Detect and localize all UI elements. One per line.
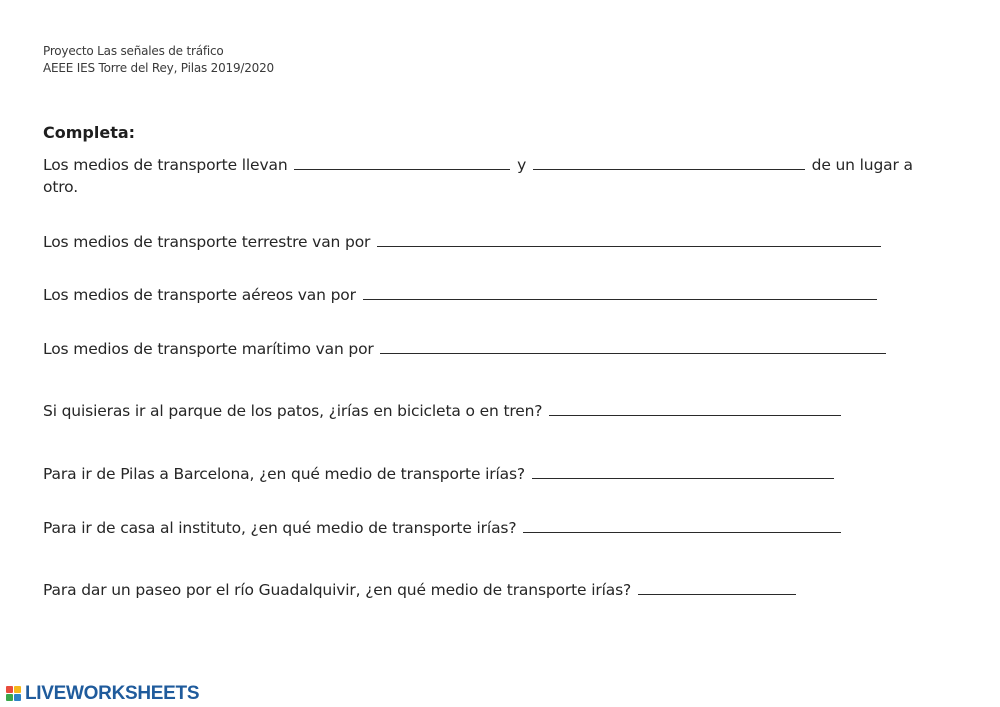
question-6-text: Para ir de Pilas a Barcelona, ¿en qué medio de transporte irías? xyxy=(43,465,525,483)
question-5 xyxy=(43,401,843,420)
question-5-text: Si quisieras ir al parque de los patos, ¿irías en bicicleta o en tren? xyxy=(43,402,543,420)
answer-blank-1a[interactable] xyxy=(294,155,510,170)
question-8 xyxy=(43,580,798,599)
answer-blank-8[interactable] xyxy=(638,580,796,595)
liveworksheets-logo[interactable] xyxy=(6,684,199,704)
liveworksheets-logo-text: LIVEWORKSHEETS xyxy=(25,683,200,704)
question-7 xyxy=(43,518,843,537)
question-3 xyxy=(43,285,879,304)
worksheet-title: Completa: xyxy=(43,123,136,142)
header-school-info: AEEE IES Torre del Rey, Pilas 2019/2020 xyxy=(43,61,274,75)
answer-blank-6[interactable] xyxy=(532,464,834,479)
question-1-text-c: de un lugar a xyxy=(811,156,913,174)
question-4-text: Los medios de transporte marítimo van por xyxy=(43,340,374,358)
question-3-text: Los medios de transporte aéreos van por xyxy=(43,286,356,304)
answer-blank-4[interactable] xyxy=(380,339,886,354)
answer-blank-1b[interactable] xyxy=(533,155,805,170)
answer-blank-7[interactable] xyxy=(523,518,841,533)
answer-blank-3[interactable] xyxy=(363,285,877,300)
question-8-text: Para dar un paseo por el río Guadalquivir, ¿en qué medio de transporte irías? xyxy=(43,581,632,599)
liveworksheets-logo-icon xyxy=(6,686,22,702)
question-4 xyxy=(43,339,888,358)
header-project-title: Proyecto Las señales de tráfico xyxy=(43,44,224,58)
question-2 xyxy=(43,232,883,251)
question-1-text-b: y xyxy=(517,156,527,174)
question-2-text: Los medios de transporte terrestre van por xyxy=(43,233,371,251)
answer-blank-5[interactable] xyxy=(549,401,841,416)
question-6 xyxy=(43,464,836,483)
question-1-text-a: Los medios de transporte llevan xyxy=(43,156,288,174)
question-1 xyxy=(43,155,913,174)
answer-blank-2[interactable] xyxy=(377,232,881,247)
question-1-continuation: otro. xyxy=(43,178,78,196)
question-7-text: Para ir de casa al instituto, ¿en qué medio de transporte irías? xyxy=(43,519,517,537)
